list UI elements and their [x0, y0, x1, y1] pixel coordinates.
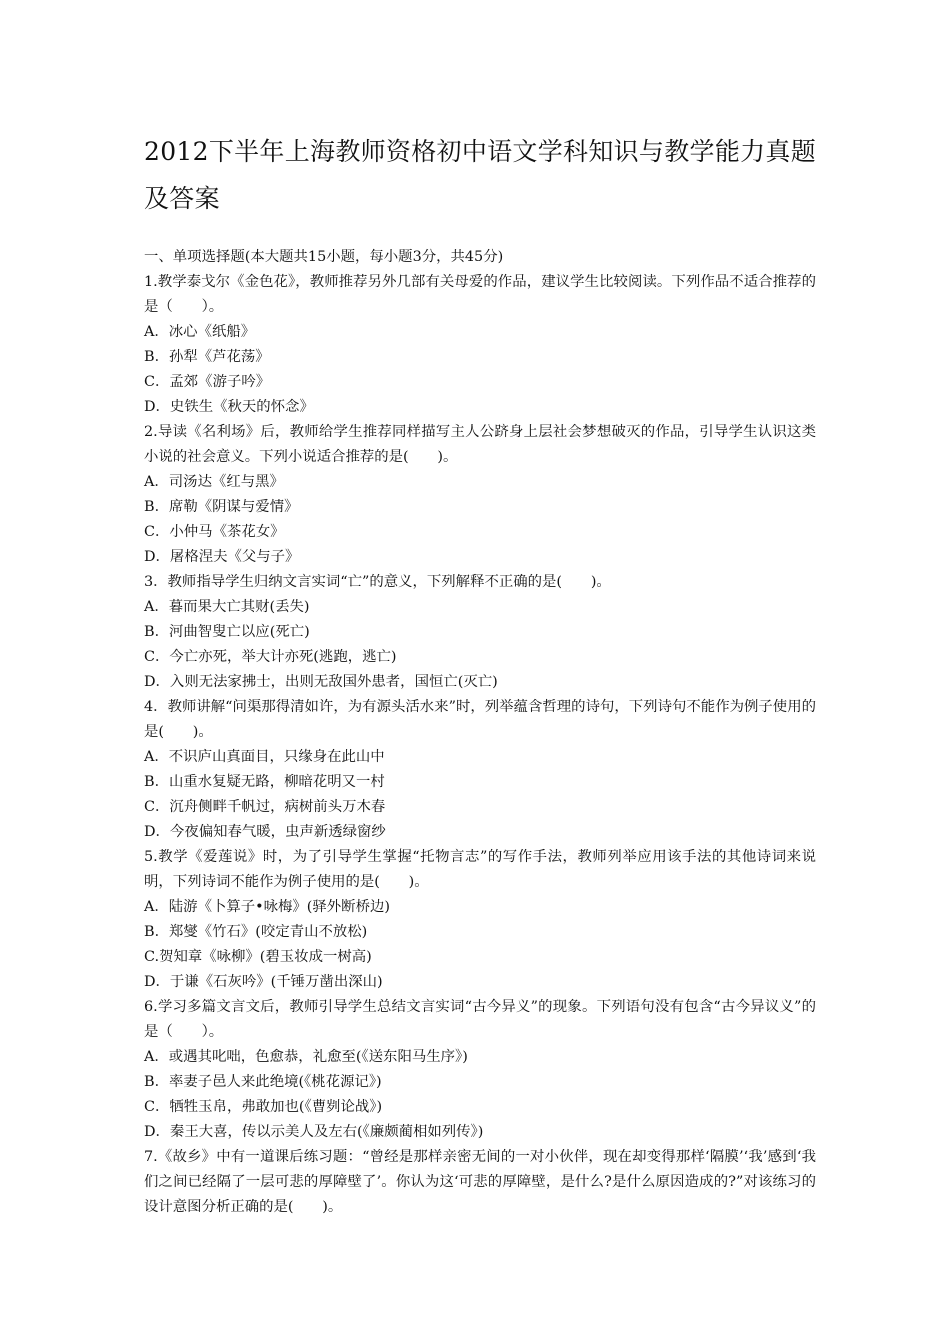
document-title: 2012下半年上海教师资格初中语文学科知识与教学能力真题及答案: [144, 137, 817, 213]
question-option: A．冰心《纸船》: [144, 324, 256, 340]
question-option: B．孙犁《芦花荡》: [144, 349, 270, 365]
question-stem: 1.教学泰戈尔《金色花》，教师推荐另外几部有关母爱的作品，建议学生比较阅读。下列作品不适合推荐的是（ ）。: [144, 274, 816, 315]
question-option: C．沉舟侧畔千帆过，病树前头万木春: [144, 799, 386, 815]
question-option: D．秦王大喜，传以示美人及左右(《廉颇蔺相如列传》): [144, 1124, 484, 1140]
question-option: D．于谦《石灰吟》(千锤万凿出深山): [144, 974, 383, 990]
question-option: B．河曲智叟亡以应(死亡): [144, 624, 310, 640]
question-stem: 3．教师指导学生归纳文言实词“亡”的意义，下列解释不正确的是( )。: [144, 574, 611, 590]
question-5: [144, 845, 816, 995]
question-option: C．牺牲玉帛，弗敢加也(《曹刿论战》): [144, 1099, 383, 1115]
document-body: [144, 245, 816, 1220]
question-option: D．入则无法家拂士，出则无敌国外患者，国恒亡(灭亡): [144, 674, 498, 690]
question-option: D．屠格涅夫《父与子》: [144, 549, 300, 565]
question-stem: 2.导读《名利场》后，教师给学生推荐同样描写主人公跻身上层社会梦想破灭的作品，引导学生认识这类小说的社会意义。下列小说适合推荐的是( )。: [144, 424, 816, 465]
question-6: [144, 995, 816, 1145]
question-stem: 5.教学《爱莲说》时，为了引导学生掌握“托物言志”的写作手法，教师列举应用该手法的其他诗词来说明，下列诗词不能作为例子使用的是( )。: [144, 849, 816, 890]
question-stem: 6.学习多篇文言文后，教师引导学生总结文言实词“古今异义”的现象。下列语句没有包含“古今异议义”的是（ ）。: [144, 999, 816, 1040]
question-stem: 7.《故乡》中有一道课后练习题：“曾经是那样亲密无间的一对小伙伴，现在却变得那样‘隔膜’‘我’感到‘我们之间已经隔了一层可悲的厚障壁了’。你认为这‘可悲的厚障壁，是什么?是什么原因造成的?”对该练习的设计意图分析正确的是( )。: [144, 1149, 816, 1215]
question-option: B．率妻子邑人来此绝境(《桃花源记》): [144, 1074, 382, 1090]
question-3: [144, 570, 816, 695]
question-option: A．暮而果大亡其财(丢失): [144, 599, 310, 615]
question-option: B．山重水复疑无路，柳暗花明又一村: [144, 774, 385, 790]
section-heading: 一、单项选择题(本大题共15小题，每小题3分，共45分): [144, 249, 504, 265]
question-option: D．史铁生《秋天的怀念》: [144, 399, 314, 415]
question-option: C．小仲马《茶花女》: [144, 524, 285, 540]
question-2: [144, 420, 816, 570]
question-4: [144, 695, 816, 845]
question-option: A．不识庐山真面目，只缘身在此山中: [144, 749, 385, 765]
question-option: A．司汤达《红与黑》: [144, 474, 284, 490]
question-option: A．或遇其叱咄，色愈恭，礼愈至(《送东阳马生序》): [144, 1049, 468, 1065]
question-option: C．孟郊《游子吟》: [144, 374, 271, 390]
question-option: A．陆游《卜算子•咏梅》(驿外断桥边): [144, 899, 390, 915]
question-stem: 4．教师讲解“问渠那得清如许，为有源头活水来”时，列举蕴含哲理的诗句，下列诗句不能作为例子使用的是( )。: [144, 699, 816, 740]
question-option: B．席勒《阴谋与爱情》: [144, 499, 299, 515]
question-option: C.贺知章《咏柳》(碧玉妆成一树高): [144, 949, 372, 965]
question-option: B．郑燮《竹石》(咬定青山不放松): [144, 924, 368, 940]
question-option: D．今夜偏知春气暖，虫声新透绿窗纱: [144, 824, 386, 840]
question-option: C．今亡亦死，举大计亦死(逃跑，逃亡): [144, 649, 397, 665]
question-7: [144, 1145, 816, 1220]
question-1: [144, 270, 816, 420]
